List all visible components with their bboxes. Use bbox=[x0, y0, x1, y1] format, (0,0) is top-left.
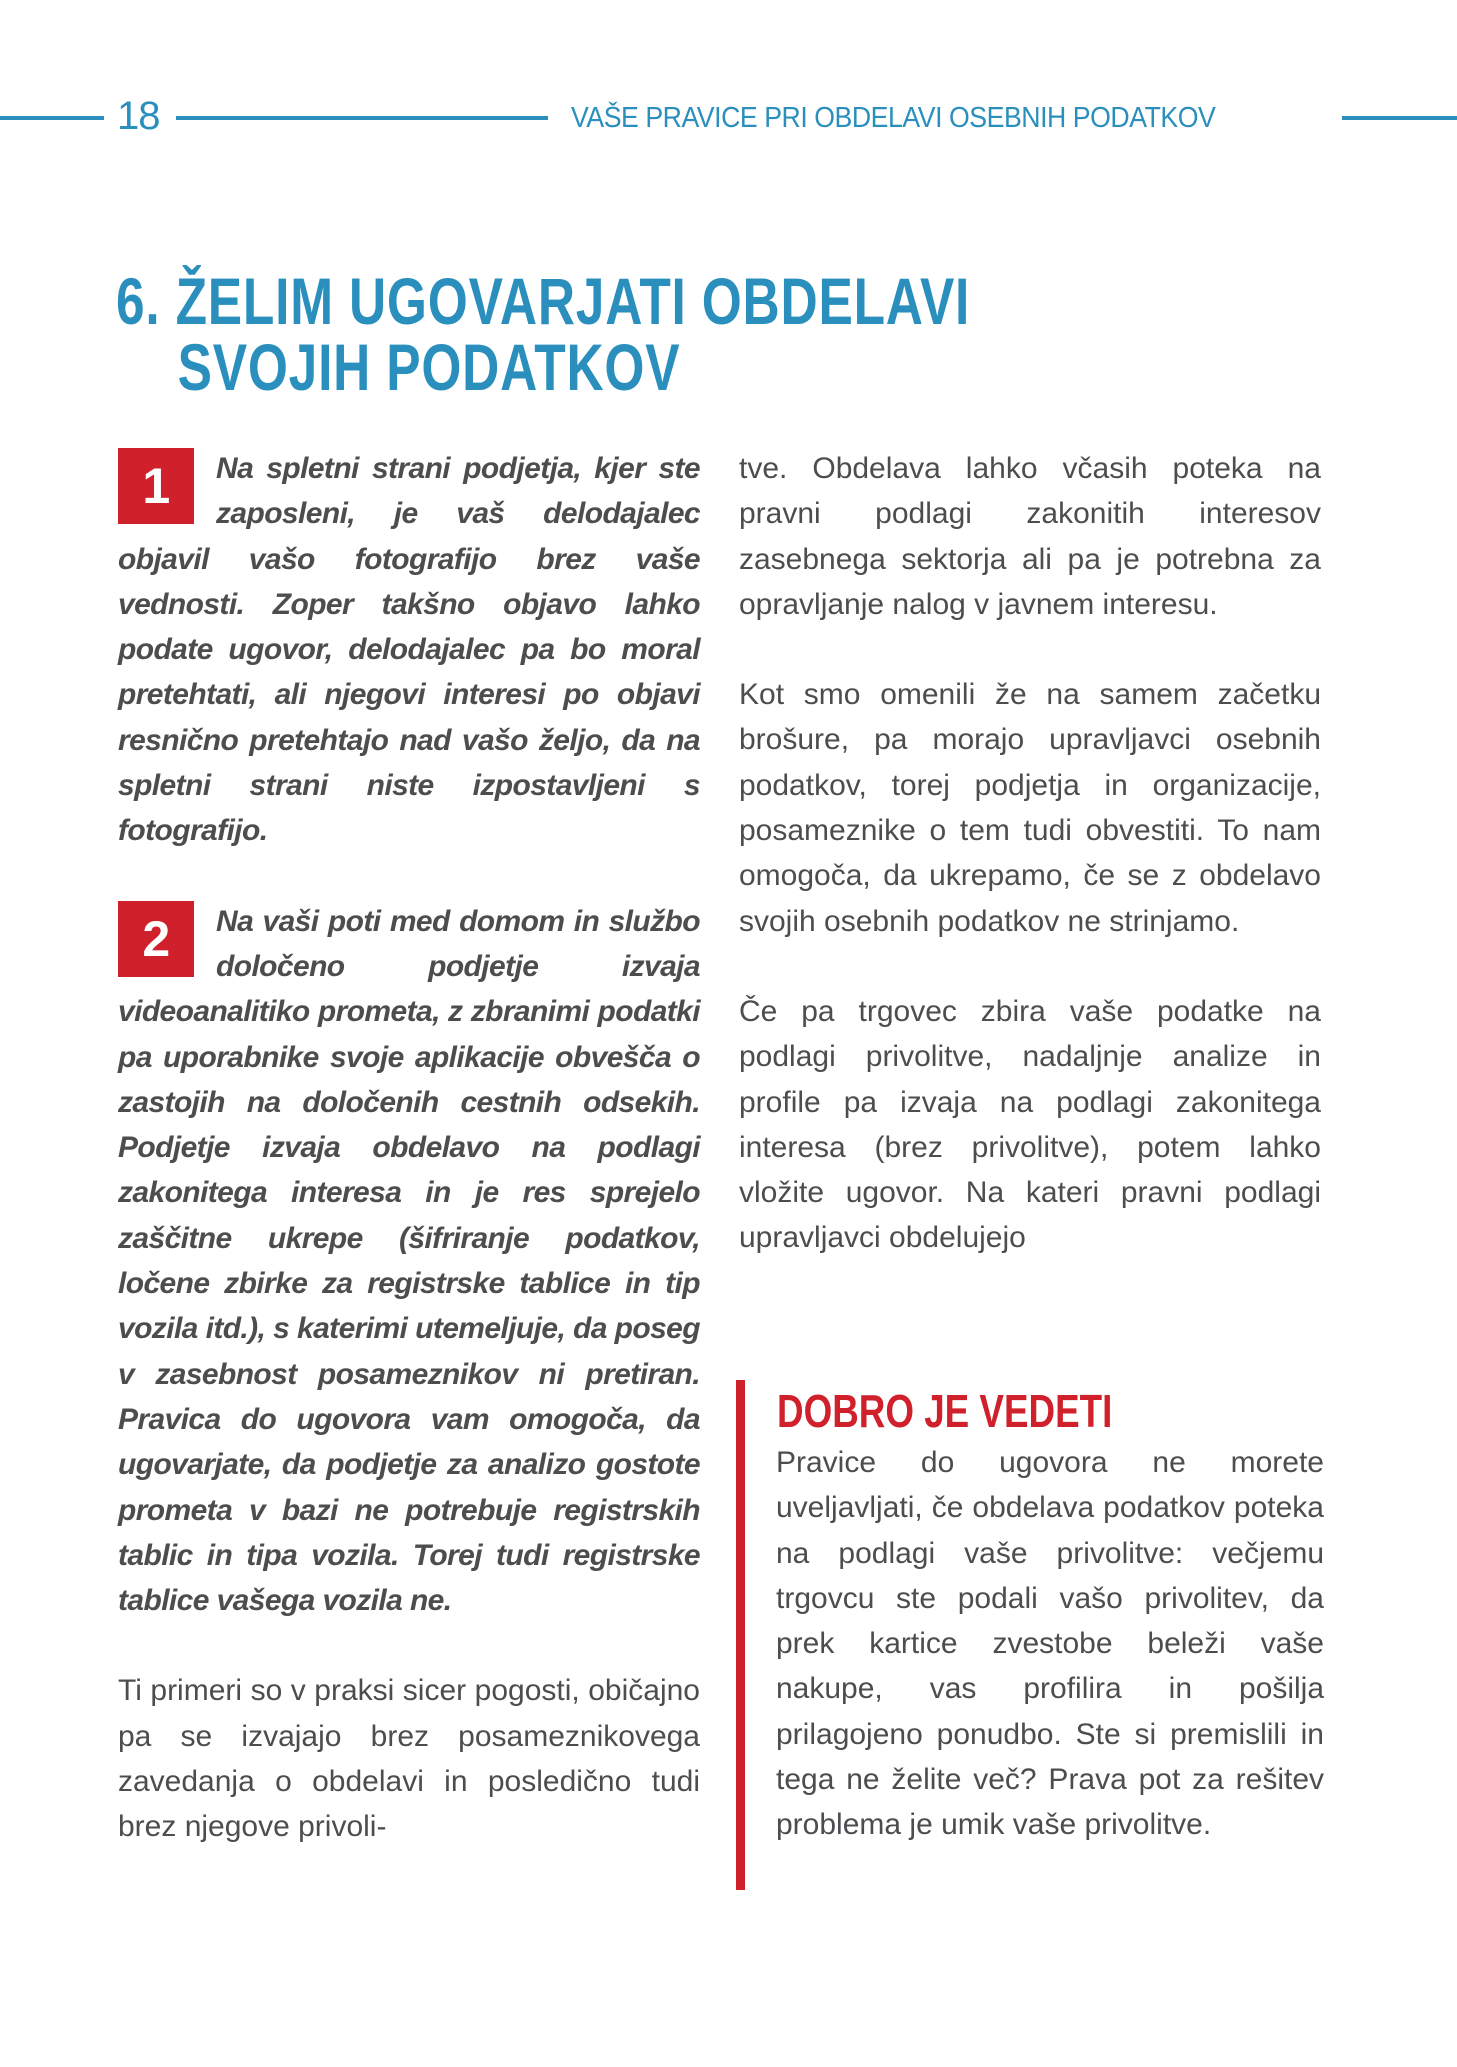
example-2 bbox=[118, 899, 700, 1624]
left-column bbox=[118, 446, 700, 1850]
body-paragraph: Če pa trgovec zbira vaše podatke na podlagi privolitve, nadaljnje analize in profile pa izvaja na podlagi zakonitega interesa (brez privolitve), potem lahko vložite ugovor. Na kateri pravni podlagi upravljavci obdelujejo bbox=[739, 994, 1321, 1255]
callout-accent-bar bbox=[736, 1380, 745, 1890]
header-rule-middle bbox=[176, 116, 548, 120]
header-rule-right bbox=[1342, 116, 1457, 120]
body-paragraph: Kot smo omenili že na samem začetku brošure, pa morajo upravljavci osebnih podatkov, torej podjetja in organizacije, posameznike o tem tudi obvestiti. To nam omogoča, da ukrepamo, če se z obdelavo svojih osebnih podatkov ne strinjamo. bbox=[739, 678, 1321, 938]
callout-title: DOBRO JE VEDETI bbox=[777, 1385, 1113, 1437]
chapter-title bbox=[116, 264, 971, 404]
example-1 bbox=[118, 446, 700, 854]
chapter-title-line-2: SVOJIH PODATKOV bbox=[177, 330, 681, 404]
header-rule-left bbox=[0, 116, 104, 120]
example-text: Na spletni strani podjetja, kjer ste zaposleni, je vaš delodajalec objavil vašo fotografijo brez vaše vednosti. Zoper takšno objavo lahko podate ugovor, delodajalec pa bo moral pretehtati, ali njegovi interesi po objavi resnično pretehtajo nad vašo željo, da na spletni strani niste izpostavljeni s fotografijo. bbox=[118, 452, 700, 848]
chapter-title-line-1: 6. ŽELIM UGOVARJATI OBDELAVI bbox=[116, 264, 971, 338]
callout-text: Pravice do ugovora ne morete uveljavljati, če obdelava podatkov poteka na podlagi vaše privolitve: večjemu trgovcu ste podali vašo privolitev, da prek kartice zvestobe beleži vaše nakupe, vas profilira in pošilja prilagojeno ponudbo. Ste si premislili in tega ne želite več? Prava pot za rešitev problema je umik vaše privolitve. bbox=[776, 1446, 1324, 1842]
good-to-know-callout bbox=[736, 1380, 1336, 1890]
body-paragraph: tve. Obdelava lahko včasih poteka na pravni podlagi zakonitih interesov zasebnega sektorja ali pa je potrebna za opravljanje nalog v javnem interesu. bbox=[739, 452, 1321, 621]
example-text: Na vaši poti med domom in službo določeno podjetje izvaja videoanalitiko prometa, z zbranimi podatki pa uporabnike svoje aplikacije obvešča o zastojih na določenih cestnih odsekih. Podjetje izvaja obdelavo na podlagi zakonitega interesa in je res sprejelo zaščitne ukrepe (šifriranje podatkov, ločene zbirke za registrske tablice in tip vozila itd.), s katerimi utemeljuje, da poseg v zasebnost posameznikov ni pretiran. Pravica do ugovora vam omogoča, da ugovarjate, da podjetje za analizo gostote prometa v bazi ne potrebuje registrskih tablic in tipa vozila. Torej tudi registrske tablice vašega vozila ne. bbox=[118, 904, 700, 1618]
example-number-badge: 1 bbox=[118, 448, 194, 524]
body-paragraph: Ti primeri so v praksi sicer pogosti, običajno pa se izvajajo brez posameznikovega zavedanja o obdelavi in posledično tudi brez njegove privoli- bbox=[118, 1674, 700, 1844]
page-number: 18 bbox=[117, 94, 160, 138]
example-number-badge: 2 bbox=[118, 901, 194, 977]
right-column bbox=[739, 446, 1321, 1261]
running-section-title: VAŠE PRAVICE PRI OBDELAVI OSEBNIH PODATKOV bbox=[571, 102, 1216, 134]
